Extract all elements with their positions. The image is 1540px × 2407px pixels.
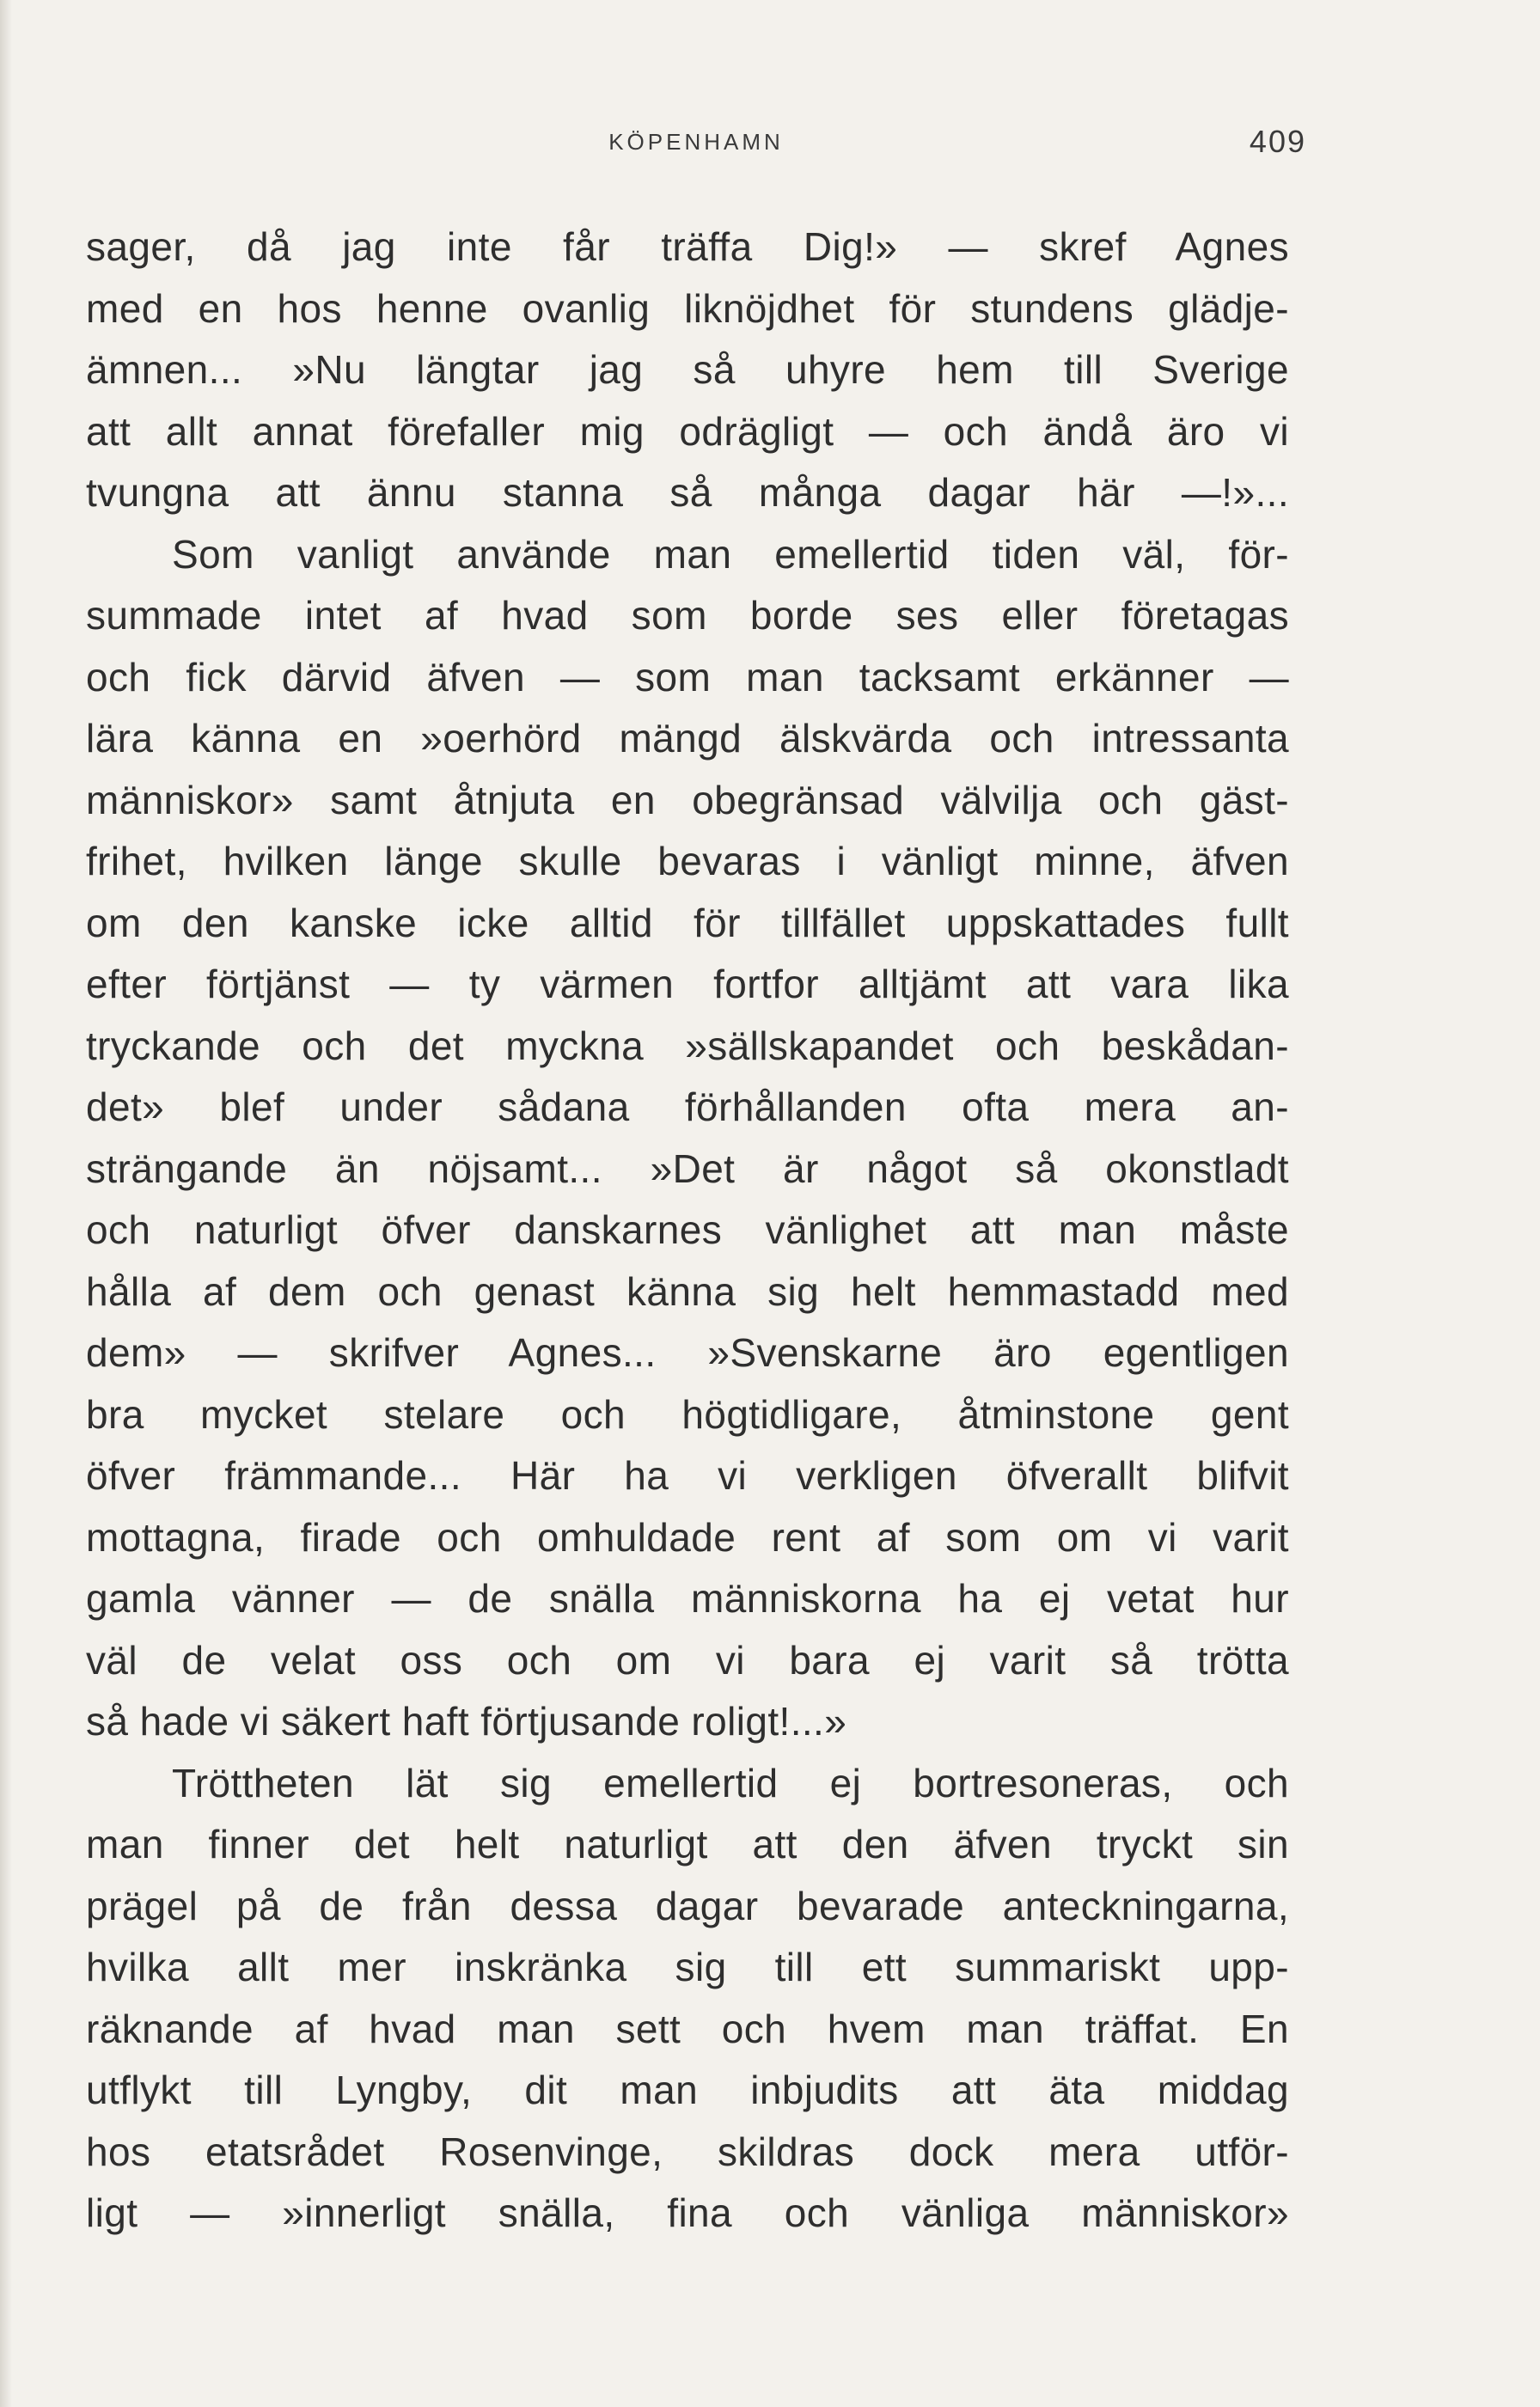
text-line: gamla vänner — de snälla människorna ha ej vetat hur bbox=[86, 1576, 1289, 1621]
text-line: väl de velat oss och om vi bara ej varit så trötta bbox=[86, 1637, 1289, 1683]
text-line: summade intet af hvad som borde ses eller företagas bbox=[86, 593, 1289, 638]
text-line: hos etatsrådet Rosenvinge, skildras dock mera utför- bbox=[86, 2129, 1289, 2174]
text-line: med en hos henne ovanlig liknöjdhet för stundens glädje- bbox=[86, 285, 1289, 331]
text-line: man finner det helt naturligt att den äfven tryckt sin bbox=[86, 1822, 1289, 1866]
text-line: utflykt till Lyngby, dit man inbjudits att äta middag bbox=[86, 2068, 1289, 2112]
running-head bbox=[86, 120, 1306, 172]
text-line: Tröttheten lät sig emellertid ej bortresoneras, och bbox=[172, 1760, 1289, 1805]
text-line: det» blef under sådana förhållanden ofta mera an- bbox=[86, 1084, 1289, 1129]
text-line: att allt annat förefaller mig odrägligt — och ändå äro vi bbox=[86, 408, 1289, 454]
text-line: och naturligt öfver danskarnes vänlighet att man måste bbox=[86, 1207, 1289, 1252]
text-line: strängande än nöjsamt... »Det är något så okonstladt bbox=[86, 1145, 1289, 1191]
text-line: sager, då jag inte får träffa Dig!» — skref Agnes bbox=[86, 224, 1289, 269]
text-line: tvungna att ännu stanna så många dagar här —!»... bbox=[86, 470, 1289, 515]
text-line: ämnen... »Nu längtar jag så uhyre hem till Sverige bbox=[86, 347, 1289, 392]
text-line: hålla af dem och genast känna sig helt hemmastadd med bbox=[86, 1268, 1289, 1314]
text-line: räknande af hvad man sett och hvem man träffat. En bbox=[86, 2006, 1289, 2051]
text-line: lära känna en »oerhörd mängd älskvärda och intressanta bbox=[86, 716, 1289, 761]
text-line: öfver främmande... Här ha vi verkligen öfverallt blifvit bbox=[86, 1453, 1289, 1498]
text-line: ligt — »innerligt snälla, fina och vänliga människor» bbox=[86, 2190, 1289, 2235]
text-line: om den kanske icke alltid för tillfället uppskattades fullt bbox=[86, 900, 1289, 945]
text-line: så hade vi säkert haft förtjusande roligt!...» bbox=[86, 1699, 847, 1744]
page-number: 409 bbox=[1249, 124, 1306, 159]
text-line: dem» — skrifver Agnes... »Svenskarne äro egentligen bbox=[86, 1330, 1289, 1375]
text-line: efter förtjänst — ty värmen fortfor alltjämt att vara lika bbox=[86, 962, 1289, 1006]
body-text bbox=[86, 217, 1289, 2245]
text-line: människor» samt åtnjuta en obegränsad välvilja och gäst- bbox=[86, 777, 1289, 822]
text-line: tryckande och det myckna »sällskapandet och beskådan- bbox=[86, 1023, 1289, 1068]
text-line: hvilka allt mer inskränka sig till ett summariskt upp- bbox=[86, 1945, 1289, 1989]
text-line: och fick därvid äfven — som man tacksamt erkänner — bbox=[86, 654, 1289, 699]
text-line: prägel på de från dessa dagar bevarade anteckningarna, bbox=[86, 1883, 1289, 1928]
text-line: mottagna, firade och omhuldade rent af som om vi varit bbox=[86, 1514, 1289, 1560]
running-title: KÖPENHAMN bbox=[608, 129, 784, 155]
text-line: Som vanligt använde man emellertid tiden väl, för- bbox=[172, 531, 1289, 577]
text-line: frihet, hvilken länge skulle bevaras i vänligt minne, äfven bbox=[86, 839, 1289, 883]
page-spine-shadow bbox=[0, 0, 12, 2407]
text-line: bra mycket stelare och högtidligare, åtminstone gent bbox=[86, 1391, 1289, 1437]
